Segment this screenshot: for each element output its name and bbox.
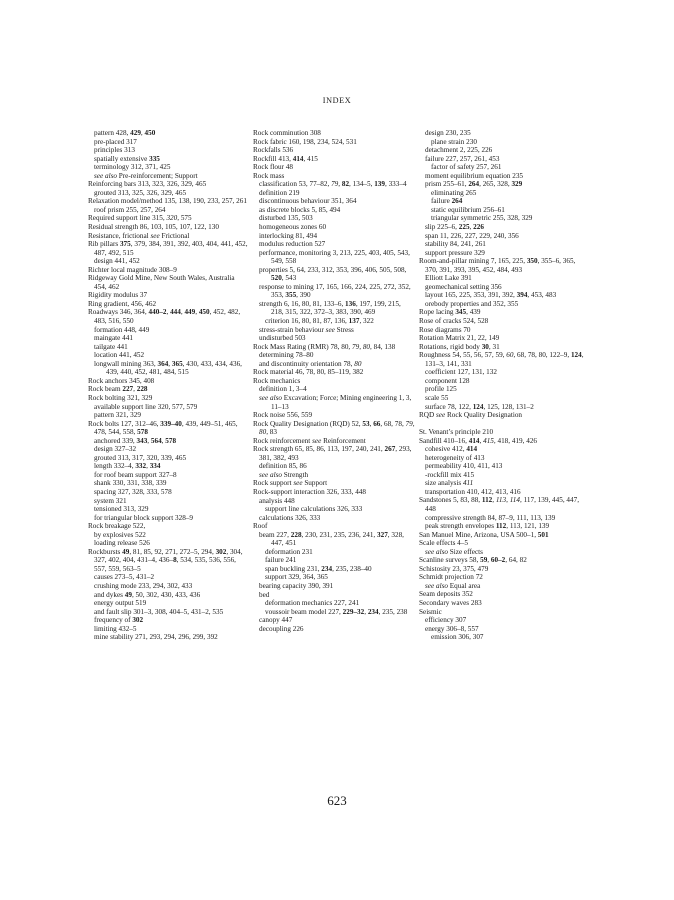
index-entry: Rigidity modulus 37 [88,291,148,300]
index-subentry: bed [259,590,270,599]
index-subentry: cohesive 412, 414 [425,445,478,454]
index-entry: Room-and-pillar mining 7, 165, 225, 350, 355–6, 365, 370, 391, 393, 395, 452, 484, 493 [419,257,576,274]
index-subentry: factor of safety 257, 261 [431,163,502,172]
index-entry: Required support line 315, 320, 575 [88,214,192,223]
index-entry: Rockbursts 49, 81, 85, 92, 271, 272–5, 294, 302, 304, 327, 402, 404, 431–4, 436–8, 534, 535, 536, 556, 557, 559, 563–5 [88,547,243,573]
index-subentry: for triangular block support 328–9 [94,513,194,522]
index-subentry: deformation 231 [265,547,313,556]
index-entry: Rockfill 413, 414, 415 [253,154,318,163]
index-subentry: frequency of 302 [94,616,144,625]
index-subentry: span 11, 226, 227, 229, 240, 356 [425,231,519,240]
index-entry: Richter local magnitude 308–9 [88,265,177,274]
index-subentry: location 441, 452 [94,351,145,360]
index-subentry: component 128 [425,376,470,385]
index-subentry: support 329, 364, 365 [265,573,328,582]
index-subentry: voussoir beam model 227, 229–32, 234, 235, 238 [265,607,408,616]
index-entry: Rock-support interaction 326, 333, 448 [253,487,366,496]
index-subentry: permeability 410, 411, 413 [425,462,503,471]
index-subentry: loading release 526 [94,539,150,548]
index-subentry: limiting 432–5 [94,624,137,633]
index-subentry: spatially extensive 335 [94,154,160,163]
index-subentry: peak strength envelopes 112, 113, 121, 139 [425,522,550,531]
index-subentry: design 327–32 [94,445,137,454]
index-column-1 [88,129,248,642]
index-subentry: tensioned 313, 329 [94,505,149,514]
index-entry: Rotations, rigid body 30, 31 [419,342,500,351]
index-subentry: crushing mode 233, 294, 302, 433 [94,581,193,590]
index-subentry: orebody properties and 352, 355 [425,299,519,308]
index-subentry: surface 78, 122, 124, 125, 128, 131–2 [425,402,534,411]
index-subentry: support line calculations 326, 333 [265,505,363,514]
index-subentry: maingate 441 [94,334,133,343]
index-entry: Reinforcing bars 313, 323, 326, 329, 465 [88,180,207,189]
index-subentry: definition 1, 3–4 [259,385,307,394]
index-subentry: response to mining 17, 165, 166, 224, 225, 272, 352, 353, 355, 390 [259,282,411,300]
index-subentry: profile 125 [425,385,457,394]
index-subentry: undisturbed 503 [259,334,306,343]
index-entry: Sandfill 410–16, 414, 415, 418, 419, 426 [419,436,537,445]
index-subentry: definition 85, 86 [259,462,307,471]
index-entry: Rose of cracks 524, 528 [419,317,489,326]
index-subentry: -rockfill mix 415 [425,470,475,479]
index-entry: Rock anchors 345, 408 [88,376,155,385]
index-subentry: plane strain 230 [431,137,477,146]
index-entry: Secondary waves 283 [419,599,482,608]
index-entry: Seam deposits 352 [419,590,473,599]
index-subentry: properties 5, 64, 233, 312, 353, 396, 406, 505, 508, 520, 543 [259,265,407,283]
index-entry: Roughness 54, 55, 56, 57, 59, 60, 68, 78, 80, 122–9, 124, 131–3, 141, 331 [419,351,584,368]
index-subentry: span buckling 231, 234, 235, 238–40 [265,564,372,573]
index-column-2 [253,129,415,633]
index-entry: Schistosity 23, 375, 479 [419,564,489,573]
index-subentry: grouted 313, 317, 320, 339, 465 [94,453,187,462]
index-subentry: strength 6, 16, 80, 81, 133–6, 136, 197, 199, 215, 218, 315, 322, 372–3, 383, 390, 469 [259,299,401,317]
index-entry: Rotation Matrix 21, 22, 149 [419,334,500,343]
index-subentry: and discontinuity orientation 78, 80 [259,359,362,368]
index-entry: Ridgeway Gold Mine, New South Wales, Australia 454, 462 [88,274,235,291]
index-entry: Scanline surveys 58, 59, 60–2, 64, 82 [419,556,527,565]
index-subentry: prism 255–61, 264, 265, 328, 329 [425,180,523,189]
index-subentry: see also Excavation; Force; Mining engineering 1, 3, 11–13 [259,393,412,411]
index-subentry: classification 53, 77–82, 79, 82, 134–5, 139, 333–4 [259,180,407,189]
index-subentry: principles 313 [94,146,135,155]
index-subentry: spacing 327, 328, 333, 578 [94,487,172,496]
index-subentry: stability 84, 241, 261 [425,240,486,249]
index-entry: Scale effects 4–5 [419,539,468,548]
index-subentry: system 321 [94,496,127,505]
index-subentry: mine stability 271, 293, 294, 296, 299, 392 [94,633,218,642]
index-subentry: eliminating 265 [431,188,477,197]
index-subentry: criterion 16, 80, 81, 87, 136, 137, 322 [265,317,374,326]
index-subentry: tailgate 441 [94,342,128,351]
index-column-3 [419,129,589,642]
index-subentry: failure 241 [265,556,297,565]
index-subentry: see also Strength [259,470,309,479]
index-entry: Seismic [419,607,442,616]
index-subentry: beam 227, 228, 230, 231, 235, 236, 241, 327, 328, 447, 451 [259,530,404,548]
index-entry: Rock bolting 321, 329 [88,393,153,402]
index-subentry: failure 264 [431,197,463,206]
index-subentry: bearing capacity 390, 391 [259,581,334,590]
index-subentry: calculations 326, 333 [259,513,321,522]
index-subentry: geomechanical setting 356 [425,282,502,291]
index-subentry: detachment 2, 225, 226 [425,146,493,155]
index-subentry: pattern 428, 429, 450 [94,129,156,137]
index-entry: Rock bolts 127, 312–46, 339–40, 439, 449–51, 465, 478, 544, 558, 578 [88,419,238,437]
index-entry: Rock reinforcement see Reinforcement [253,436,366,445]
index-subentry: transportation 410, 412, 413, 416 [425,487,521,496]
index-subentry: modulus reduction 527 [259,240,326,249]
index-subentry: and fault slip 301–3, 308, 404–5, 431–2, 535 [94,607,224,616]
index-entry: Schmidt projection 72 [419,573,483,582]
index-subentry: design 441, 452 [94,257,140,266]
index-entry: Resistance, frictional see Frictional [88,231,190,240]
index-subentry: pre-placed 317 [94,137,137,146]
index-subentry: compressive strength 84, 87–9, 111, 113, 139 [425,513,556,522]
index-entry: Rock fabric 160, 198, 234, 524, 531 [253,137,357,146]
index-subentry: anchored 339, 343, 564, 578 [94,436,177,445]
index-subentry: failure 227, 257, 261, 453 [425,154,500,163]
index-subentry: decoupling 226 [259,624,304,633]
index-subentry: efficiency 307 [425,616,467,625]
index-entry: Rock comminution 308 [253,129,321,137]
index-entry: Rock Mass Rating (RMR) 78, 80, 79, 80, 84, 138 [253,342,396,351]
index-subentry: heterogeneity of 413 [425,453,485,462]
page-number: 623 [327,793,347,808]
index-subentry: disturbed 135, 503 [259,214,313,223]
index-entry: Rope lacing 345, 439 [419,308,481,317]
index-subentry: static equilibrium 256–61 [431,205,505,214]
index-subentry: Elliott Lake 391 [425,274,472,283]
index-subentry: stress-strain behaviour see Stress [259,325,354,334]
index-subentry: available support line 320, 577, 579 [94,402,198,411]
index-entry: Rock mechanics [253,376,301,385]
running-header: INDEX [322,96,352,105]
index-subentry: see also Size effects [425,547,483,556]
index-entry: Roadways 346, 364, 440–2, 444, 449, 450, 452, 482, 483, 516, 550 [88,308,241,326]
index-subentry: for roof beam support 327–8 [94,470,177,479]
index-entry: Residual strength 86, 103, 105, 107, 122, 130 [88,223,219,232]
index-subentry: definition 219 [259,188,300,197]
index-subentry: triangular symmetric 255, 328, 329 [431,214,533,223]
index-entry: Rock beam 227, 228 [88,385,148,394]
index-entry: St. Venant’s principle 210 [419,428,494,437]
index-subentry: homogeneous zones 60 [259,223,327,232]
index-entry: Rock support see Support [253,479,328,488]
index-entry: Sandstones 5, 83, 88, 112, 113, 114, 117, 139, 445, 447, 448 [419,496,579,514]
index-entry: Relaxation model/method 135, 138, 190, 233, 257, 261 [88,197,247,206]
index-entry: Rock flour 48 [253,163,293,172]
index-subentry: slip 225–6, 225, 226 [425,223,484,232]
index-subentry: grouted 313, 325, 326, 329, 465 [94,188,187,197]
index-subentry: support pressure 329 [425,248,485,257]
index-subentry: analysis 448 [259,496,295,505]
index-entry: Rockfalls 536 [253,146,294,155]
index-subentry: roof prism 255, 257, 264 [94,205,166,214]
index-subentry: as discrete blocks 5, 85, 494 [259,205,341,214]
index-subentry: formation 448, 449 [94,325,150,334]
index-subentry: deformation mechanics 227, 241 [265,599,360,608]
index-entry: Ring gradient, 456, 462 [88,299,157,308]
index-entry: Rock breakage 522, [88,522,146,531]
index-subentry: design 230, 235 [425,129,471,137]
index-entry: Rock Quality Designation (RQD) 52, 53, 66, 68, 78, 79, 80, 83 [253,419,415,437]
index-subentry: see also Pre-reinforcement; Support [94,171,198,180]
index-subentry: scale 55 [425,393,449,402]
index-subentry: pattern 321, 329 [94,411,141,420]
index-subentry: causes 273–5, 431–2 [94,573,155,582]
index-subentry: emission 306, 307 [431,633,484,642]
index-entry: Rock strength 65, 85, 86, 113, 197, 240, 241, 267, 293, 381, 382, 493 [253,445,412,462]
index-subentry: terminology 312, 371, 425 [94,163,171,172]
index-subentry: see also Equal area [425,581,481,590]
index-entry: San Manuel Mine, Arizona, USA 500–1, 501 [419,530,549,539]
index-subentry: size analysis 411 [425,479,474,488]
index-entry: Rib pillars 375, 379, 384, 391, 392, 403, 404, 441, 452, 487, 492, 515 [88,240,248,257]
index-subentry: discontinuous behaviour 351, 364 [259,197,357,206]
index-subentry: energy output 519 [94,599,147,608]
index-subentry: by explosives 522 [94,530,146,539]
index-subentry: length 332–4, 332, 334 [94,462,161,471]
index-entry: Rock noise 556, 559 [253,411,313,420]
index-subentry: canopy 447 [259,616,293,625]
index-entry: Roof [253,522,268,531]
index-subentry: moment equilibrium equation 235 [425,171,524,180]
index-subentry: shank 330, 331, 338, 339 [94,479,167,488]
index-subentry: longwall mining 363, 364, 365, 430, 433, 434, 436, 439, 440, 452, 481, 484, 515 [94,359,242,377]
index-subentry: performance, monitoring 3, 213, 225, 403, 405, 543, 549, 558 [259,248,410,266]
index-entry: RQD see Rock Quality Designation [419,411,523,420]
index-subentry: coefficient 127, 131, 132 [425,368,497,377]
index-subentry: and dykes 49, 50, 302, 430, 433, 436 [94,590,201,599]
index-entry: Rock mass [253,171,285,180]
index-subentry: layout 165, 225, 353, 391, 392, 394, 453, 483 [425,291,557,300]
index-entry: Rose diagrams 70 [419,325,471,334]
index-subentry: energy 306–8, 557 [425,624,479,633]
index-subentry: determining 78–80 [259,351,314,360]
index-entry: Rock material 46, 78, 80, 85–119, 382 [253,368,364,377]
index-subentry: interlocking 81, 494 [259,231,318,240]
